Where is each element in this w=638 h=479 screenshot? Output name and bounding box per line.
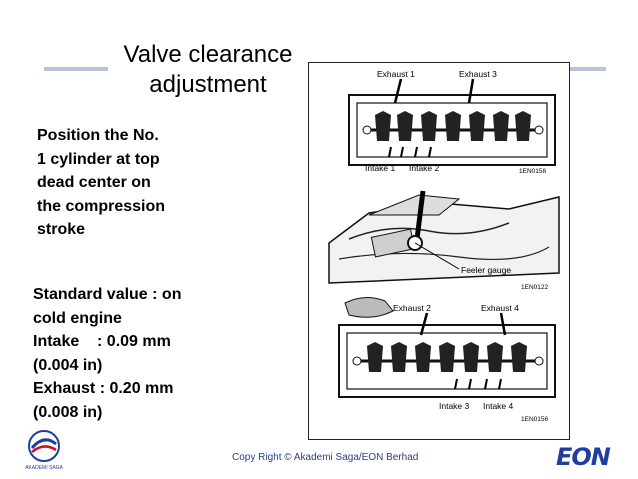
exhaust-label: Exhaust 3 [459, 69, 497, 79]
intake-label: Intake 3 [439, 401, 470, 411]
valve-clearance-figure [308, 62, 570, 440]
title-line-2: adjustment [149, 71, 267, 98]
panel-1 [349, 69, 555, 175]
akademi-saga-logo-icon [22, 428, 66, 472]
feeler-gauge-label: Feeler gauge [461, 265, 512, 275]
intake-label: Intake 2 [409, 163, 440, 173]
instruction-line: stroke [37, 221, 86, 238]
figure-drawing [309, 63, 569, 439]
eon-logo [556, 443, 628, 471]
spec-line: cold engine [33, 309, 122, 327]
spec-text [33, 283, 243, 424]
panel-3 [339, 303, 555, 423]
spec-line: Exhaust : 0.20 mm [33, 380, 174, 397]
copyright-footer: Copy Right © Akademi Saga/EON Berhad [232, 452, 419, 463]
exhaust-label: Exhaust 1 [377, 69, 415, 79]
eon-logo-text: EON [556, 443, 610, 471]
svg-text:AKADEMI SAGA: AKADEMI SAGA [25, 465, 63, 471]
slide-title [108, 40, 308, 100]
instruction-line: 1 cylinder at top [37, 150, 160, 168]
instruction-line: Position the No. [37, 127, 159, 144]
instruction-line: the compression [37, 197, 166, 215]
instruction-line: dead center on [37, 174, 151, 191]
spec-line: Standard value : on [33, 286, 182, 303]
spec-line: Intake : 0.09 mm [33, 333, 171, 350]
spec-line: (0.008 in) [33, 403, 103, 421]
intake-label: Intake 1 [365, 163, 396, 173]
figure-code: 1EN0122 [521, 284, 549, 291]
exhaust-label: Exhaust 4 [481, 303, 519, 313]
exhaust-label: Exhaust 2 [393, 303, 431, 313]
title-line-1: Valve clearance [123, 41, 293, 68]
instruction-text [37, 124, 227, 242]
spec-line: (0.004 in) [33, 356, 103, 374]
panel-2 [329, 191, 559, 317]
figure-code: 1EN0158 [519, 168, 547, 175]
figure-code: 1EN0156 [521, 416, 549, 423]
intake-label: Intake 4 [483, 401, 514, 411]
